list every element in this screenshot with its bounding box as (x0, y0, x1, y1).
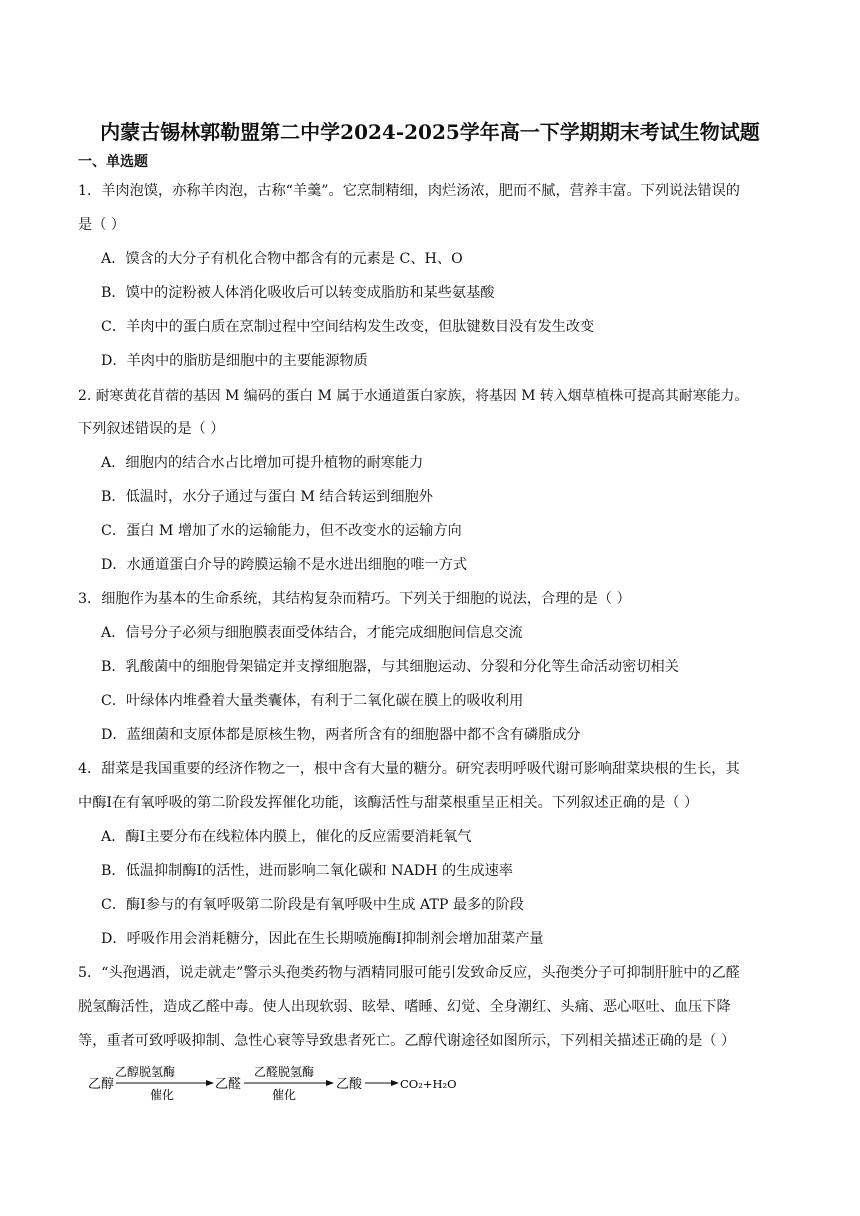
question-3-option-a: A．信号分子必须与细胞膜表面受体结合，才能完成细胞间信息交流 (101, 625, 523, 641)
question-1-option-b: B．馍中的淀粉被人体消化吸收后可以转变成脂肪和某些氨基酸 (101, 285, 495, 301)
pathway-enzyme-2: 乙醛脱氢酶 (253, 1065, 315, 1079)
question-4-stem-line-1: 4．甜菜是我国重要的经济作物之一，根中含有大量的糖分。研究表明呼吸代谢可影响甜菜块根的生长，其 (78, 761, 740, 777)
question-4-option-b: B．低温抑制酶Ⅰ的活性，进而影响二氧化碳和 NADH 的生成速率 (101, 863, 513, 879)
question-3-stem-line-1: 3．细胞作为基本的生命系统，其结构复杂而精巧。下列关于细胞的说法，合理的是（ ） (78, 591, 631, 607)
question-2-stem-line-2: 下列叙述错误的是（ ） (78, 421, 225, 437)
question-4-stem-line-2: 中酶Ⅰ在有氧呼吸的第二阶段发挥催化功能，该酶活性与甜菜根重呈正相关。下列叙述正确的是（ ） (78, 795, 699, 811)
exam-title: 内蒙古锡林郭勒盟第二中学2024-2025学年高一下学期期末考试生物试题 (100, 120, 760, 144)
pathway-ethanol: 乙醇 (88, 1077, 115, 1092)
ethanol-pathway-diagram (88, 1062, 468, 1102)
question-2-option-c: C．蛋白 M 增加了水的运输能力，但不改变水的运输方向 (101, 523, 462, 539)
question-3-option-c: C．叶绿体内堆叠着大量类囊体，有利于二氧化碳在膜上的吸收利用 (101, 693, 524, 709)
question-3-option-b: B．乳酸菌中的细胞骨架锚定并支撑细胞器，与其细胞运动、分裂和分化等生命活动密切相关 (101, 659, 679, 675)
question-2-option-b: B．低温时，水分子通过与蛋白 M 结合转运到细胞外 (101, 489, 433, 505)
question-1-option-c: C．羊肉中的蛋白质在烹制过程中空间结构发生改变，但肽键数目没有发生改变 (101, 319, 595, 335)
pathway-products: CO₂+H₂O (400, 1077, 457, 1091)
section-heading: 一、单选题 (78, 154, 148, 170)
question-3-option-d: D．蓝细菌和支原体都是原核生物，两者所含有的细胞器中都不含有磷脂成分 (101, 727, 581, 743)
question-5-stem-line-1: 5．“头孢遇酒，说走就走”警示头孢类药物与酒精同服可能引发致命反应，头孢类分子可抑制肝脏中的乙醛 (78, 965, 740, 981)
question-2-stem-line-1: 2. 耐寒黄花苜蓿的基因 M 编码的蛋白 M 属于水通道蛋白家族，将基因 M 转入烟草植株可提高其耐寒能力。 (78, 388, 749, 404)
question-2-option-a: A．细胞内的结合水占比增加可提升植物的耐寒能力 (101, 455, 424, 471)
question-1-stem-line-2: 是（ ） (78, 217, 126, 233)
question-5-stem-line-3: 等，重者可致呼吸抑制、急性心衰等导致患者死亡。乙醇代谢途径如图所示，下列相关描述正确的是（ ） (78, 1033, 736, 1049)
pathway-acetaldehyde: 乙醛 (215, 1077, 242, 1092)
pathway-arrowhead-2 (326, 1080, 334, 1086)
pathway-catalysis-1: 催化 (149, 1088, 175, 1102)
pathway-arrowhead-1 (206, 1080, 214, 1086)
pathway-catalysis-2: 催化 (271, 1088, 297, 1102)
question-4-option-c: C．酶Ⅰ参与的有氧呼吸第二阶段是有氧呼吸中生成 ATP 最多的阶段 (101, 897, 524, 913)
question-5-stem-line-2: 脱氢酶活性，造成乙醛中毒。使人出现软弱、眩晕、嗜睡、幻觉、全身潮红、头痛、恶心呕吐、血压下降 (78, 999, 731, 1015)
question-1-option-d: D．羊肉中的脂肪是细胞中的主要能源物质 (101, 353, 368, 369)
question-1-stem-line-1: 1．羊肉泡馍，亦称羊肉泡，古称“羊羹”。它烹制精细，肉烂汤浓，肥而不腻，营养丰富。下列说法错误的 (78, 183, 740, 199)
question-1-option-a: A．馍含的大分子有机化合物中都含有的元素是 C、H、O (101, 251, 463, 267)
question-4-option-d: D．呼吸作用会消耗糖分，因此在生长期喷施酶Ⅰ抑制剂会增加甜菜产量 (101, 931, 544, 947)
pathway-acetic-acid: 乙酸 (336, 1077, 363, 1092)
question-4-option-a: A．酶Ⅰ主要分布在线粒体内膜上，催化的反应需要消耗氧气 (101, 829, 472, 845)
pathway-enzyme-1: 乙醇脱氢酶 (114, 1065, 176, 1079)
pathway-arrowhead-3 (391, 1080, 399, 1086)
question-2-option-d: D．水通道蛋白介导的跨膜运输不是水进出细胞的唯一方式 (101, 557, 468, 573)
